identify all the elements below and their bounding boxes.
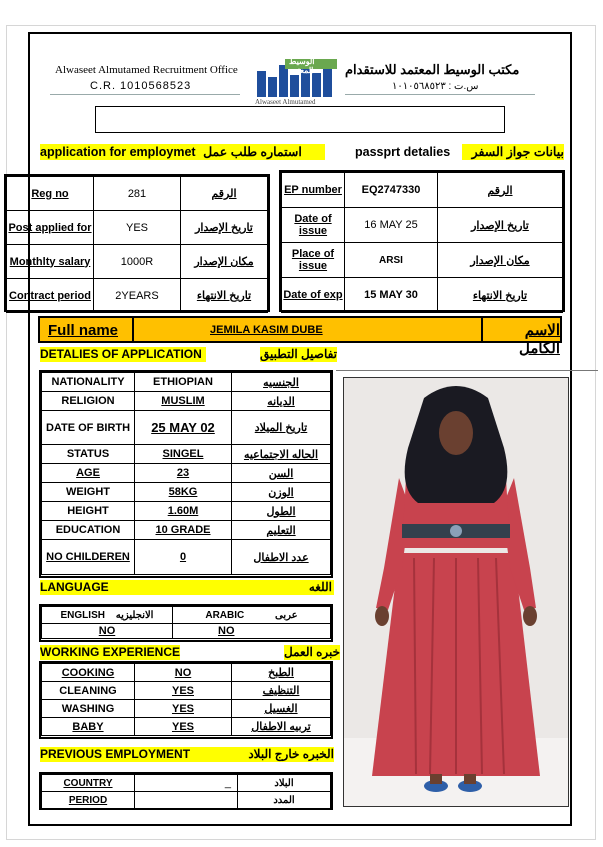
logo-subtitle: Alwaseet Almutamed [255,98,316,106]
detail-value: MUSLIM [135,392,232,411]
detail-label: DATE OF BIRTH [42,411,135,445]
fullname-label-ar: الاسم الكامل [519,322,560,357]
table-row [7,279,268,313]
office-name-ar: مكتب الوسيط المعتمد للاستقدام [345,62,520,77]
experience-title-en: WORKING EXPERIENCE [40,645,181,659]
previous-title [40,747,334,762]
detail-label: NATIONALITY [42,373,135,392]
app-value: 2YEARS [94,279,181,313]
passport-label: Date of exp [282,278,345,313]
passport-label-ar: تاريخ الانتهاء [438,278,563,313]
experience-value: YES [135,682,232,700]
language-title-ar: اللغه [308,580,332,594]
fullname-divider-right [481,318,483,341]
table-row [42,624,331,639]
previous-label-ar: البلاد [238,775,331,792]
header-line-right [345,94,535,95]
app-label-ar: الرقم [181,177,268,211]
application-title-ar: استماره طلب عمل [203,145,302,159]
table-row [42,664,331,682]
passport-value: 15 MAY 30 [345,278,438,313]
application-title [40,144,325,160]
previous-value [135,792,238,809]
passport-label: Date of issue [282,208,345,243]
detail-label-ar: الطول [232,502,331,521]
previous-value: _ [135,775,238,792]
detail-value: ETHIOPIAN [135,373,232,392]
details-table [41,372,331,575]
cr-number-ar: س.ت : ١٠١٠٥٦٨٥٢٣ [392,81,479,92]
detail-label-ar: الديانه [232,392,331,411]
experience-table [41,663,331,736]
experience-value: YES [135,700,232,718]
photo-top-line [336,370,598,371]
fullname-divider-left [132,318,134,341]
app-value: YES [94,211,181,245]
detail-label-ar: التعليم [232,521,331,540]
previous-title-en: PREVIOUS EMPLOYMENT [40,747,191,761]
table-row [42,607,331,624]
experience-title-ar: خبره العمل [284,645,341,659]
app-label: Post applied for [7,211,94,245]
detail-label-ar: الوزن [232,483,331,502]
passport-value: 16 MAY 25 [345,208,438,243]
header-line-left [50,94,240,95]
passport-table [281,172,563,313]
previous-label: PERIOD [42,792,135,809]
language-english-cell [42,607,173,624]
table-row [42,718,331,736]
applicant-photo [343,377,569,807]
previous-label: COUNTRY [42,775,135,792]
table-row [282,278,563,313]
experience-value: YES [135,718,232,736]
passport-label-ar: مكان الإصدار [438,243,563,278]
experience-value: NO [135,664,232,682]
detail-label-ar: الجنسيه [232,373,331,392]
table-row [42,373,331,392]
applicant-photo-illustration [344,378,568,806]
app-label-ar: تاريخ الإصدار [181,211,268,245]
detail-label-ar: تاريخ الميلاد [232,411,331,445]
app-label: Monthlty salary [7,245,94,279]
logo-text: الوسيط المعتمد [289,57,315,75]
header-blank-box [95,106,505,133]
language-title-en: LANGUAGE [40,580,109,594]
detail-value: 1.60M [135,502,232,521]
office-name-en: Alwaseet Almutamed Recruitment Office [55,64,238,76]
detail-label: RELIGION [42,392,135,411]
previous-table [41,774,331,809]
table-row [42,540,331,575]
passport-title-en: passprt detalies [355,145,451,159]
cr-number-en: C.R. 1010568523 [90,80,192,92]
experience-label-ar: الغسيل [232,700,331,718]
detail-label-ar: الحاله الاجتماعيه [232,445,331,464]
experience-label: CLEANING [42,682,135,700]
detail-label: AGE [42,464,135,483]
table-row [42,411,331,445]
experience-label-ar: تربيه الاطفال [232,718,331,736]
app-label: Reg no [7,177,94,211]
passport-label-ar: تاريخ الإصدار [438,208,563,243]
language-english-en: ENGLISH [60,609,105,621]
detail-label: HEIGHT [42,502,135,521]
table-row [42,700,331,718]
fullname-label-en: Full name [48,322,119,339]
language-table [41,606,331,639]
table-row [42,483,331,502]
experience-label: COOKING [42,664,135,682]
table-row [42,775,331,792]
table-row [42,464,331,483]
previous-title-ar: الخبره خارج البلاد [248,747,334,761]
table-row [42,392,331,411]
passport-label-ar: الرقم [438,173,563,208]
table-row [42,682,331,700]
fullname-value: JEMILA KASIM DUBE [210,324,323,336]
detail-value: 23 [135,464,232,483]
experience-label: WASHING [42,700,135,718]
detail-label: NO CHILDEREN [42,540,135,575]
previous-label-ar: المدد [238,792,331,809]
table-row [7,177,268,211]
application-table [6,176,268,313]
detail-label-ar: السن [232,464,331,483]
table-row [42,502,331,521]
table-row [282,208,563,243]
language-arabic-en: ARABIC [205,609,245,621]
experience-label-ar: التنظيف [232,682,331,700]
app-label-ar: مكان الإصدار [181,245,268,279]
table-row [42,521,331,540]
experience-label: BABY [42,718,135,736]
language-english-value: NO [42,624,173,639]
passport-label: Place of issue [282,243,345,278]
detail-value: SINGEL [135,445,232,464]
app-label-ar: تاريخ الانتهاء [181,279,268,313]
table-row [7,245,268,279]
passport-label: EP number [282,173,345,208]
passport-value: ARSI [345,243,438,278]
language-arabic-value: NO [173,624,331,639]
detail-label: EDUCATION [42,521,135,540]
experience-label-ar: الطبخ [232,664,331,682]
detail-value: 58KG [135,483,232,502]
passport-value: EQ2747330 [345,173,438,208]
details-title-en: DETALIES OF APPLICATION [40,347,206,362]
table-row [282,243,563,278]
table-row [282,173,563,208]
table-row [42,445,331,464]
language-english-ar: الانجليزيه [115,609,154,621]
detail-label: WEIGHT [42,483,135,502]
language-arabic-ar: عربى [275,609,298,621]
detail-label: STATUS [42,445,135,464]
app-value: 1000R [94,245,181,279]
application-title-en: application for employmet [40,145,196,159]
table-row [7,211,268,245]
language-title [40,580,334,595]
app-label: Contract period [7,279,94,313]
language-arabic-cell [173,607,331,624]
detail-label-ar: عدد الاطفال [232,540,331,575]
detail-value: 25 MAY 02 [135,411,232,445]
details-title-ar: تفاصيل التطبيق [260,347,338,361]
passport-title-ar: بيانات جواز السفر [462,144,564,160]
app-value: 281 [94,177,181,211]
table-row [42,792,331,809]
detail-value: 0 [135,540,232,575]
detail-value: 10 GRADE [135,521,232,540]
